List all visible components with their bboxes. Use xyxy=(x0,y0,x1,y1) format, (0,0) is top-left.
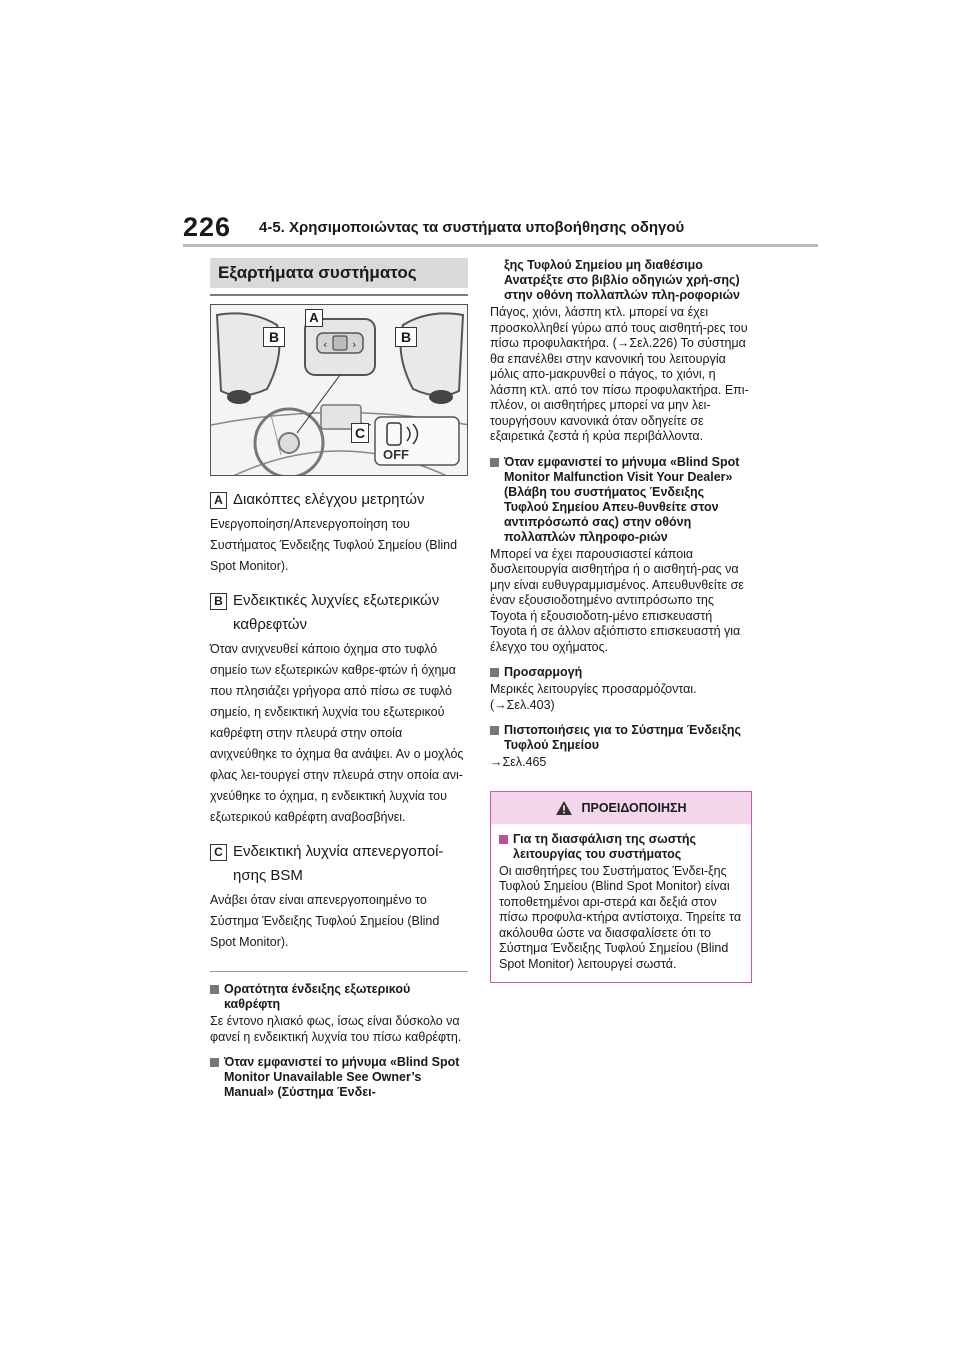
figure-label-a: A xyxy=(305,309,323,327)
right-column xyxy=(490,258,752,983)
item-b-header xyxy=(210,589,468,637)
section-rule xyxy=(210,294,468,296)
svg-text:›: › xyxy=(352,338,357,351)
note-visibility-body: Σε έντονο ηλιακό φως, ίσως είναι δύσκολο να φανεί η ενδεικτική λυχνία του πίσω καθρέφτη. xyxy=(210,1014,462,1044)
note-bullet-icon xyxy=(210,1058,219,1067)
marker-b: B xyxy=(210,593,227,610)
warning-title: ΠΡΟΕΙΔΟΠΟΙΗΣΗ xyxy=(581,800,687,815)
item-b-body: Όταν ανιχνευθεί κάποιο όχημα στο τυφλό σημείο των εξωτερικών καθρε-φτών ή όχημα που πλησιάζει γρήγορα από πίσω σε τυφλό σημείο, η ενδεικτική λυχνία του εξωτερικού καθρέφτη στην πλευρά στην οποία ανιχνεύθηκε το όχημα θα ανάψει. Αν ο μοχλός φλας λει-τουργεί στην πλευρά στην οποία ανι-χνεύθηκε το όχημα, η ενδεικτική λυχνία του εξωτερικού καθρέφτη αναβοσβήνει. xyxy=(210,642,464,824)
note-bullet-icon xyxy=(490,458,499,467)
notes-divider xyxy=(210,971,468,972)
note-unavailable-title: Όταν εμφανιστεί το μήνυμα «Blind Spot Monitor Unavailable See Owner’s Manual» (Σύστημα Ένδει- xyxy=(224,1055,460,1099)
note-certifications-title: Πιστοποιήσεις για το Σύστημα Ένδειξης Τυφλού Σημείου xyxy=(504,723,742,752)
note-visibility-title: Ορατότητα ένδειξης εξωτερικού καθρέφτη xyxy=(224,982,411,1011)
svg-text:‹: ‹ xyxy=(323,338,328,351)
figure-label-off: OFF xyxy=(383,447,409,462)
header-rule xyxy=(183,244,818,247)
note-unavailable-header xyxy=(210,1055,468,1100)
note-unavailable-header-cont xyxy=(490,258,752,303)
note-malfunction-body: Μπορεί να έχει παρουσιαστεί κάποια δυσλειτουργία αισθητήρα ή ο αισθητή-ρας να μην είναι ευθυγραμμισμένος. Απευθυνθείτε σε έναν εξουσιοδοτημένο αντιπρόσωπο της Toyota ή εξουσιοδοτη-μένο επισκευαστή Toyota ή σε άλλον αξιόπιστο επισκευαστή για έλεγχο του οχήματος. xyxy=(490,546,744,654)
right-mirror-icon xyxy=(401,313,463,395)
page-number: 226 xyxy=(183,212,232,242)
note-customization-header xyxy=(490,665,752,680)
warning-triangle-icon xyxy=(555,800,573,816)
note-bullet-icon xyxy=(490,668,499,677)
note-unavailable-body: Πάγος, χιόνι, λάσπη κτλ. μπορεί να έχει προσκολληθεί γύρω από τους αισθητή-ρες του πίσω προφυλακτήρα. (→Σελ.226) Το σύστημα θα επανέλθει στην κανονική του λειτουργία μόλις απο-μακρυνθεί ο πάγος, το χιόνι, η λάσπη κτλ. από τον πίσω προφυλακτήρα. Επι-πλέον, οι αισθητήρες μπορεί να μην λει-τουργήσουν κανονικά όταν οδηγείτε σε εξαιρετικά ζεστά ή κρύα περιβάλλοντα. xyxy=(490,305,749,443)
item-a-header xyxy=(210,488,468,512)
item-c-title: Ενδεικτική λυχνία απενεργοποί-ησης BSM xyxy=(233,843,444,884)
note-certifications-header xyxy=(490,723,752,753)
warning-bullet-icon xyxy=(499,835,508,844)
warning-item-title: Για τη διασφάλιση της σωστής λειτουργίας του συστήματος xyxy=(513,831,696,861)
system-components-figure xyxy=(210,304,468,476)
item-a-body: Ενεργοποίηση/Απενεργοποίηση του Συστήματος Ένδειξης Τυφλού Σημείου (Blind Spot Monitor). xyxy=(210,517,458,573)
section-title: Εξαρτήματα συστήματος xyxy=(210,258,468,288)
page-header xyxy=(183,212,818,248)
note-customization-title: Προσαρμογή xyxy=(504,665,583,679)
item-a-title: Διακόπτες ελέγχου μετρητών xyxy=(233,491,425,508)
warning-body xyxy=(491,824,751,983)
note-malfunction-header xyxy=(490,455,752,545)
warning-header xyxy=(491,792,751,824)
note-customization-body: Μερικές λειτουργίες προσαρμόζονται. (→Σελ.403) xyxy=(490,682,697,712)
warning-box xyxy=(490,791,752,984)
item-c-body: Ανάβει όταν είναι απενεργοποιημένο το Σύστημα Ένδειξης Τυφλού Σημείου (Blind Spot Monitor). xyxy=(210,893,440,949)
note-malfunction-title: Όταν εμφανιστεί το μήνυμα «Blind Spot Monitor Malfunction Visit Your Dealer» (Βλάβη του συστήματος Ένδειξης Τυφλού Σημείου Απευ-θυνθείτε στον αντιπρόσωπό σας) στην οθόνη πολλαπλών πληροφο-ριών xyxy=(504,454,740,544)
figure-label-c: C xyxy=(351,423,369,443)
figure-label-b-left: B xyxy=(263,327,285,347)
dashboard-illustration xyxy=(211,305,468,476)
figure-label-b-right: B xyxy=(395,327,417,347)
warning-item-header xyxy=(499,832,743,862)
note-visibility-header xyxy=(210,982,468,1012)
left-column xyxy=(210,258,468,1100)
note-bullet-icon xyxy=(490,726,499,735)
left-mirror-icon xyxy=(217,313,279,395)
marker-a: A xyxy=(210,492,227,509)
note-bullet-icon xyxy=(210,985,219,994)
marker-c: C xyxy=(210,844,227,861)
note-unavailable-title-cont: ξης Τυφλού Σημείου μη διαθέσιμο Ανατρέξτε στο βιβλίο οδηγιών χρή-σης) στην οθόνη πολλαπλών πλη-ροφοριών xyxy=(504,258,740,302)
note-certifications-body: →Σελ.465 xyxy=(490,755,547,769)
warning-item-body: Οι αισθητήρες του Συστήματος Ένδει-ξης Τυφλού Σημείου (Blind Spot Monitor) είναι τοποθετημένοι αρι-στερά και δεξιά στον πίσω προφυλα-κτήρα αντίστοιχα. Τηρείτε τα ακόλουθα ώστε να διασφαλίσετε ότι το Σύστημα Ένδειξης Τυφλού Σημείου (Blind Spot Monitor) λειτουργεί σωστά. xyxy=(499,863,742,971)
item-b-title: Ενδεικτικές λυχνίες εξωτερικών καθρεφτών xyxy=(233,592,440,633)
item-c-header xyxy=(210,840,468,888)
chapter-title: 4-5. Χρησιμοποιώντας τα συστήματα υποβοήθησης οδηγού xyxy=(259,219,685,236)
